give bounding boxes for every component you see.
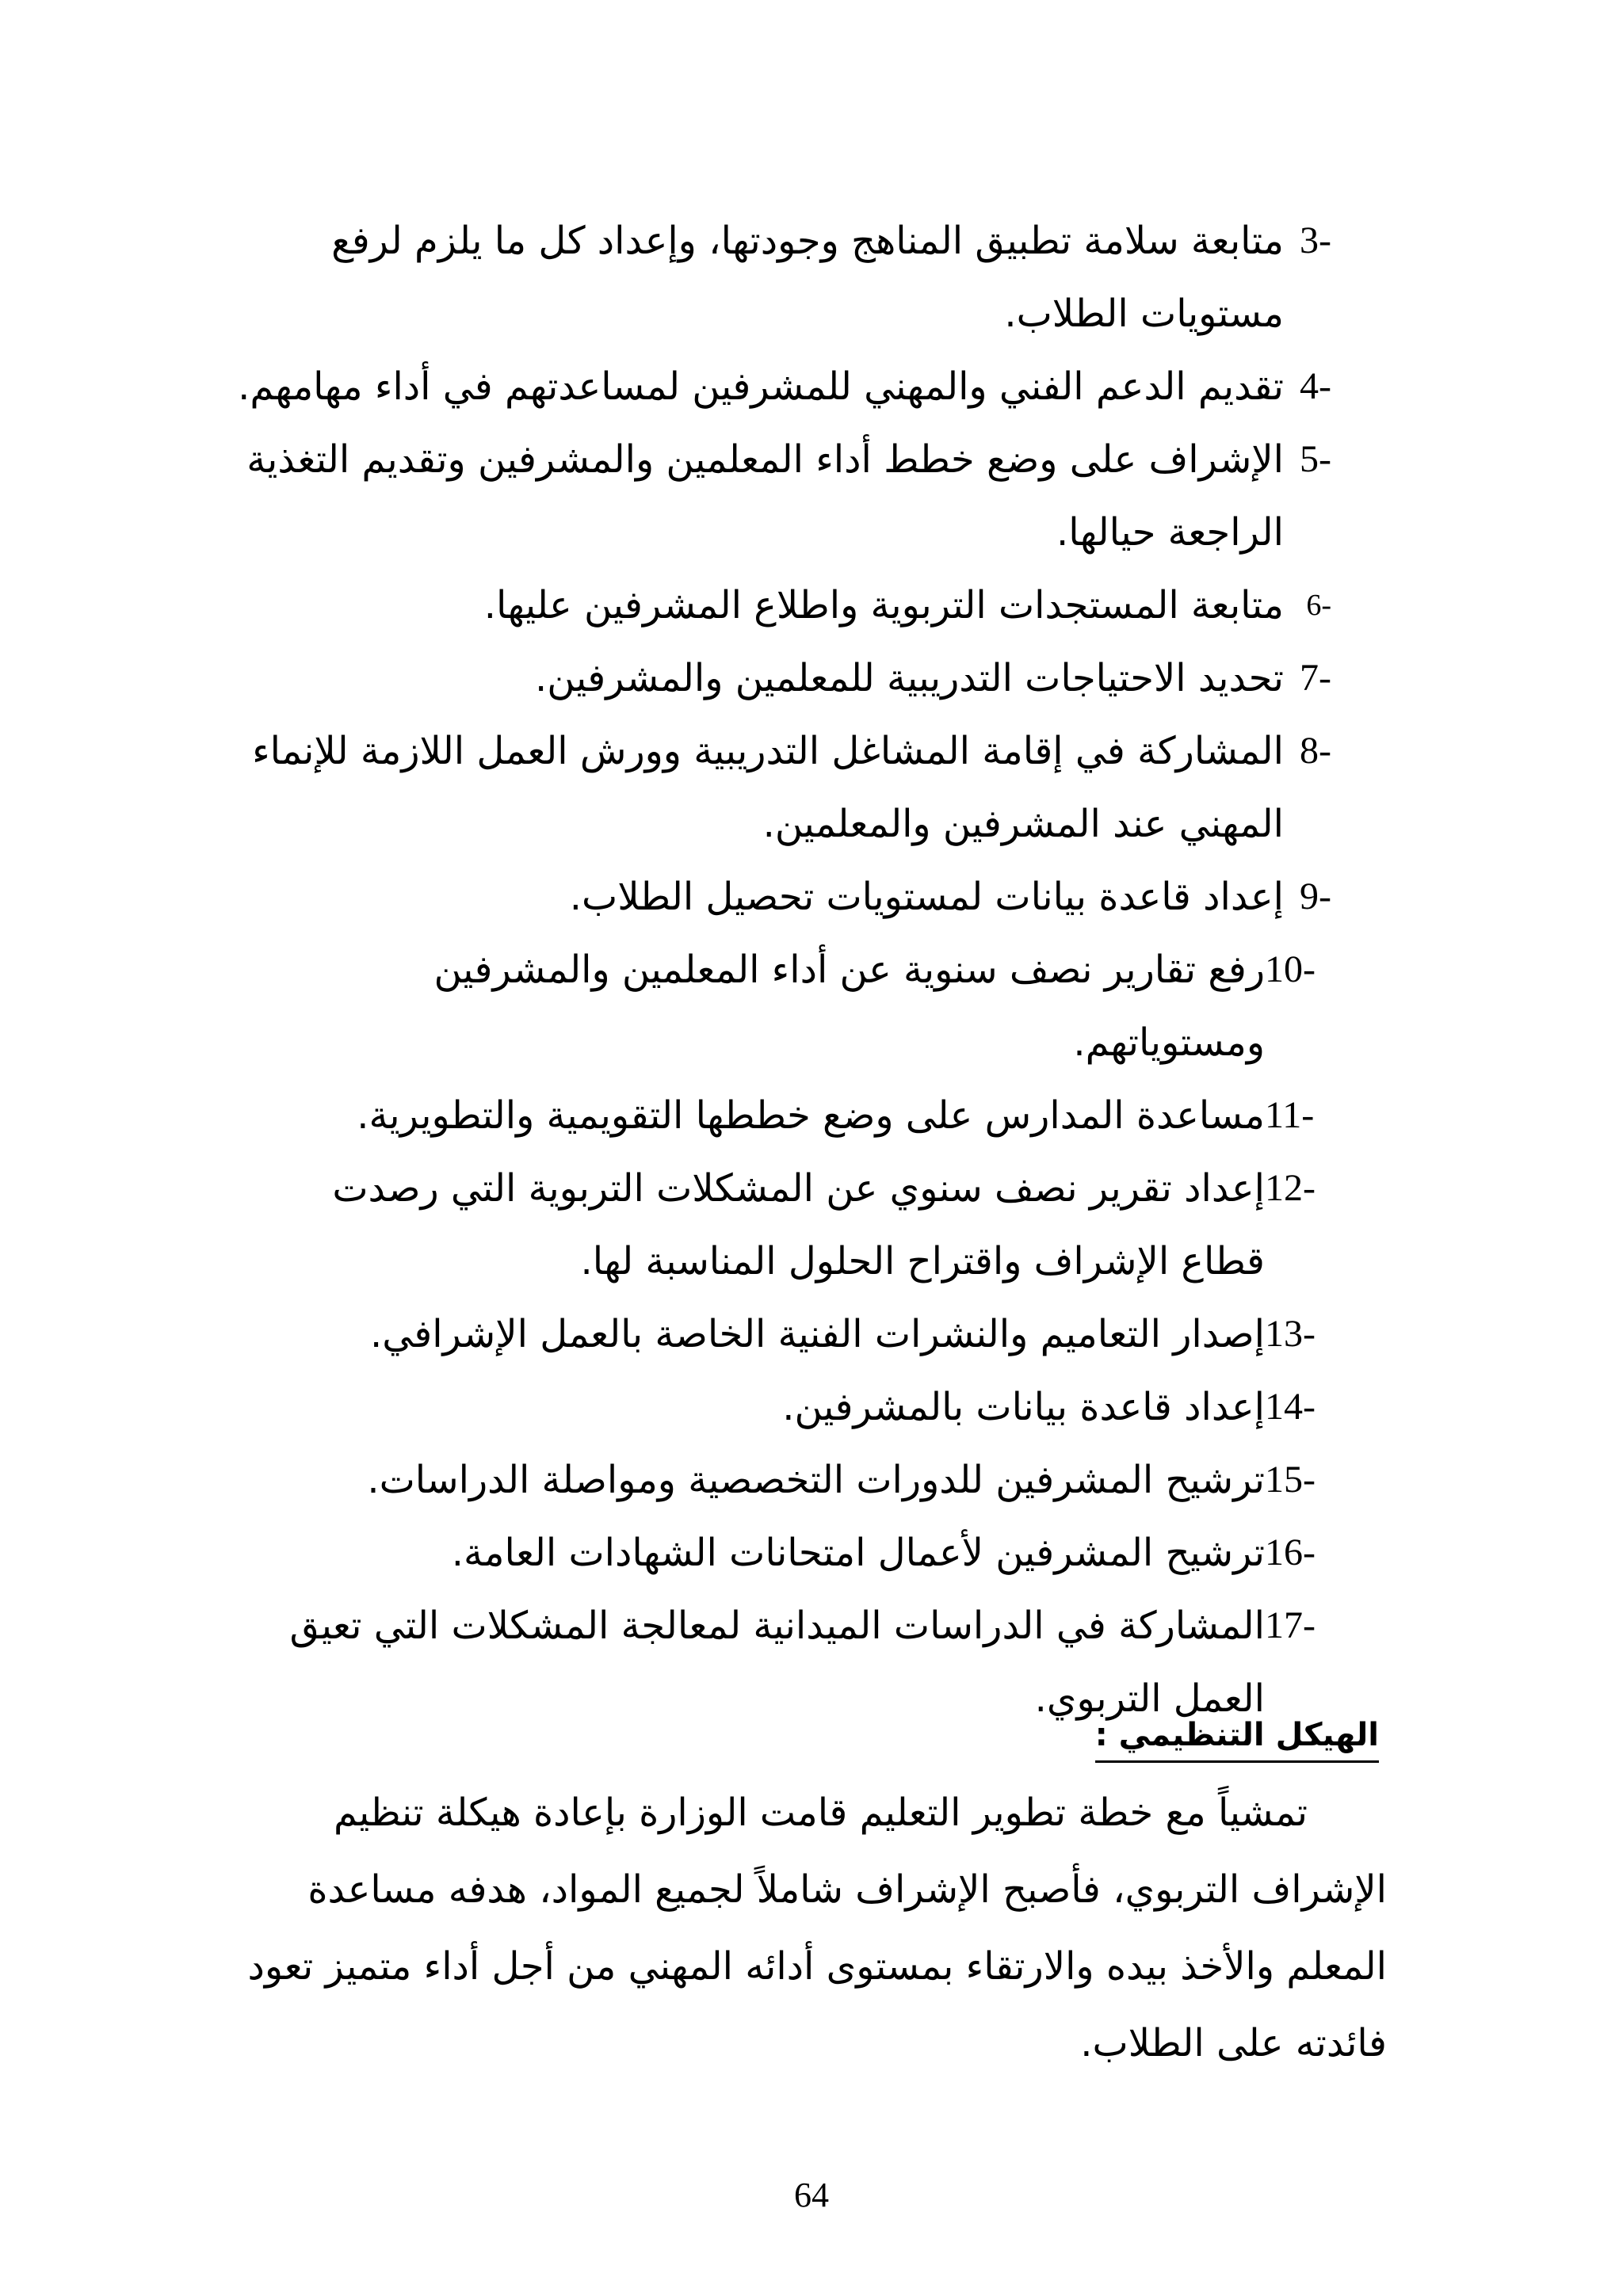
list-item-text: رفع تقارير نصف سنوية عن أداء المعلمين والمشرفين ومستوياتهم. — [433, 948, 1265, 1065]
list-item-number: 14- — [1265, 1386, 1316, 1428]
page-number: 64 — [794, 2176, 829, 2214]
list-item-number: 9- — [1300, 875, 1331, 917]
list-item — [238, 1298, 1331, 1371]
list-item-number: 6- — [1306, 589, 1331, 622]
list-item-text: إعداد تقرير نصف سنوي عن المشكلات التربوية التي رصدت قطاع الإشراف واقتراح الحلول المناسبة لها. — [332, 1166, 1265, 1283]
list-item-text: مساعدة المدارس على وضع خططها التقويمية والتطويرية. — [357, 1093, 1265, 1138]
list-item — [238, 860, 1331, 933]
list-item-number: 12- — [1265, 1167, 1316, 1209]
list-item — [238, 1516, 1331, 1589]
list-item-text: تقديم الدعم الفني والمهني للمشرفين لمساعدتهم في أداء مهامهم. — [238, 364, 1284, 409]
list-item-number: 5- — [1300, 438, 1331, 480]
list-item-number: 17- — [1265, 1604, 1316, 1646]
list-item — [238, 569, 1331, 642]
list-item — [238, 715, 1331, 860]
list-item-text: إصدار التعاميم والنشرات الفنية الخاصة بالعمل الإشرافي. — [369, 1312, 1265, 1356]
list-item — [238, 1444, 1331, 1516]
section-heading: الهيكل التنظيمي : — [1095, 1711, 1379, 1763]
list-item — [238, 423, 1331, 569]
section-heading-wrap — [1094, 1711, 1379, 1763]
list-item-text: ترشيح المشرفين للدورات التخصصية ومواصلة الدراسات. — [367, 1458, 1265, 1502]
list-item-text: الإشراف على وضع خطط أداء المعلمين والمشرفين وتقديم التغذية الراجعة حيالها. — [246, 437, 1284, 555]
list-item-text: المشاركة في إقامة المشاغل التدريبية وورش العمل اللازمة للإنماء المهني عند المشرفين والمعلمين. — [252, 729, 1284, 846]
list-item — [238, 642, 1331, 715]
list-item — [238, 1152, 1331, 1298]
list-item-text: تحديد الاحتياجات التدريبية للمعلمين والمشرفين. — [535, 656, 1284, 700]
list-item-text: المشاركة في الدراسات الميدانية لمعالجة المشكلات التي تعيق العمل التربوي. — [289, 1604, 1265, 1721]
list-item — [238, 1079, 1331, 1152]
list-item-number: 10- — [1265, 948, 1316, 990]
responsibilities-list — [238, 204, 1331, 1735]
list-item-number: 7- — [1300, 657, 1331, 699]
list-item — [238, 1371, 1331, 1444]
list-item — [238, 204, 1331, 350]
list-item-number: 16- — [1265, 1531, 1316, 1573]
list-item-text: إعداد قاعدة بيانات لمستويات تحصيل الطلاب. — [569, 875, 1284, 919]
list-item-number: 4- — [1300, 365, 1331, 407]
list-item-text: متابعة المستجدات التربوية واطلاع المشرفين عليها. — [483, 583, 1284, 627]
list-item-text: إعداد قاعدة بيانات بالمشرفين. — [782, 1385, 1265, 1429]
list-item-number: 15- — [1265, 1459, 1316, 1501]
list-item-text: متابعة سلامة تطبيق المناهج وجودتها، وإعداد كل ما يلزم لرفع مستويات الطلاب. — [331, 219, 1284, 336]
list-item-number: 11- — [1265, 1094, 1315, 1136]
list-item — [238, 933, 1331, 1079]
list-item-text: ترشيح المشرفين لأعمال امتحانات الشهادات العامة. — [451, 1531, 1265, 1575]
list-item — [238, 350, 1331, 423]
list-item-number: 3- — [1300, 219, 1331, 261]
body-paragraph: تمشياً مع خطة تطوير التعليم قامت الوزارة بإعادة هيكلة تنظيم الإشراف التربوي، فأصبح الإشراف شاملاً لجميع المواد، هدفه مساعدة المعلم والأخذ بيده والارتقاء بمستوى أدائه المهني من أجل أداء متميز تعود فائدته على الطلاب. — [247, 1791, 1387, 2065]
list-item-number: 8- — [1300, 730, 1331, 772]
list-item-number: 13- — [1265, 1313, 1316, 1355]
